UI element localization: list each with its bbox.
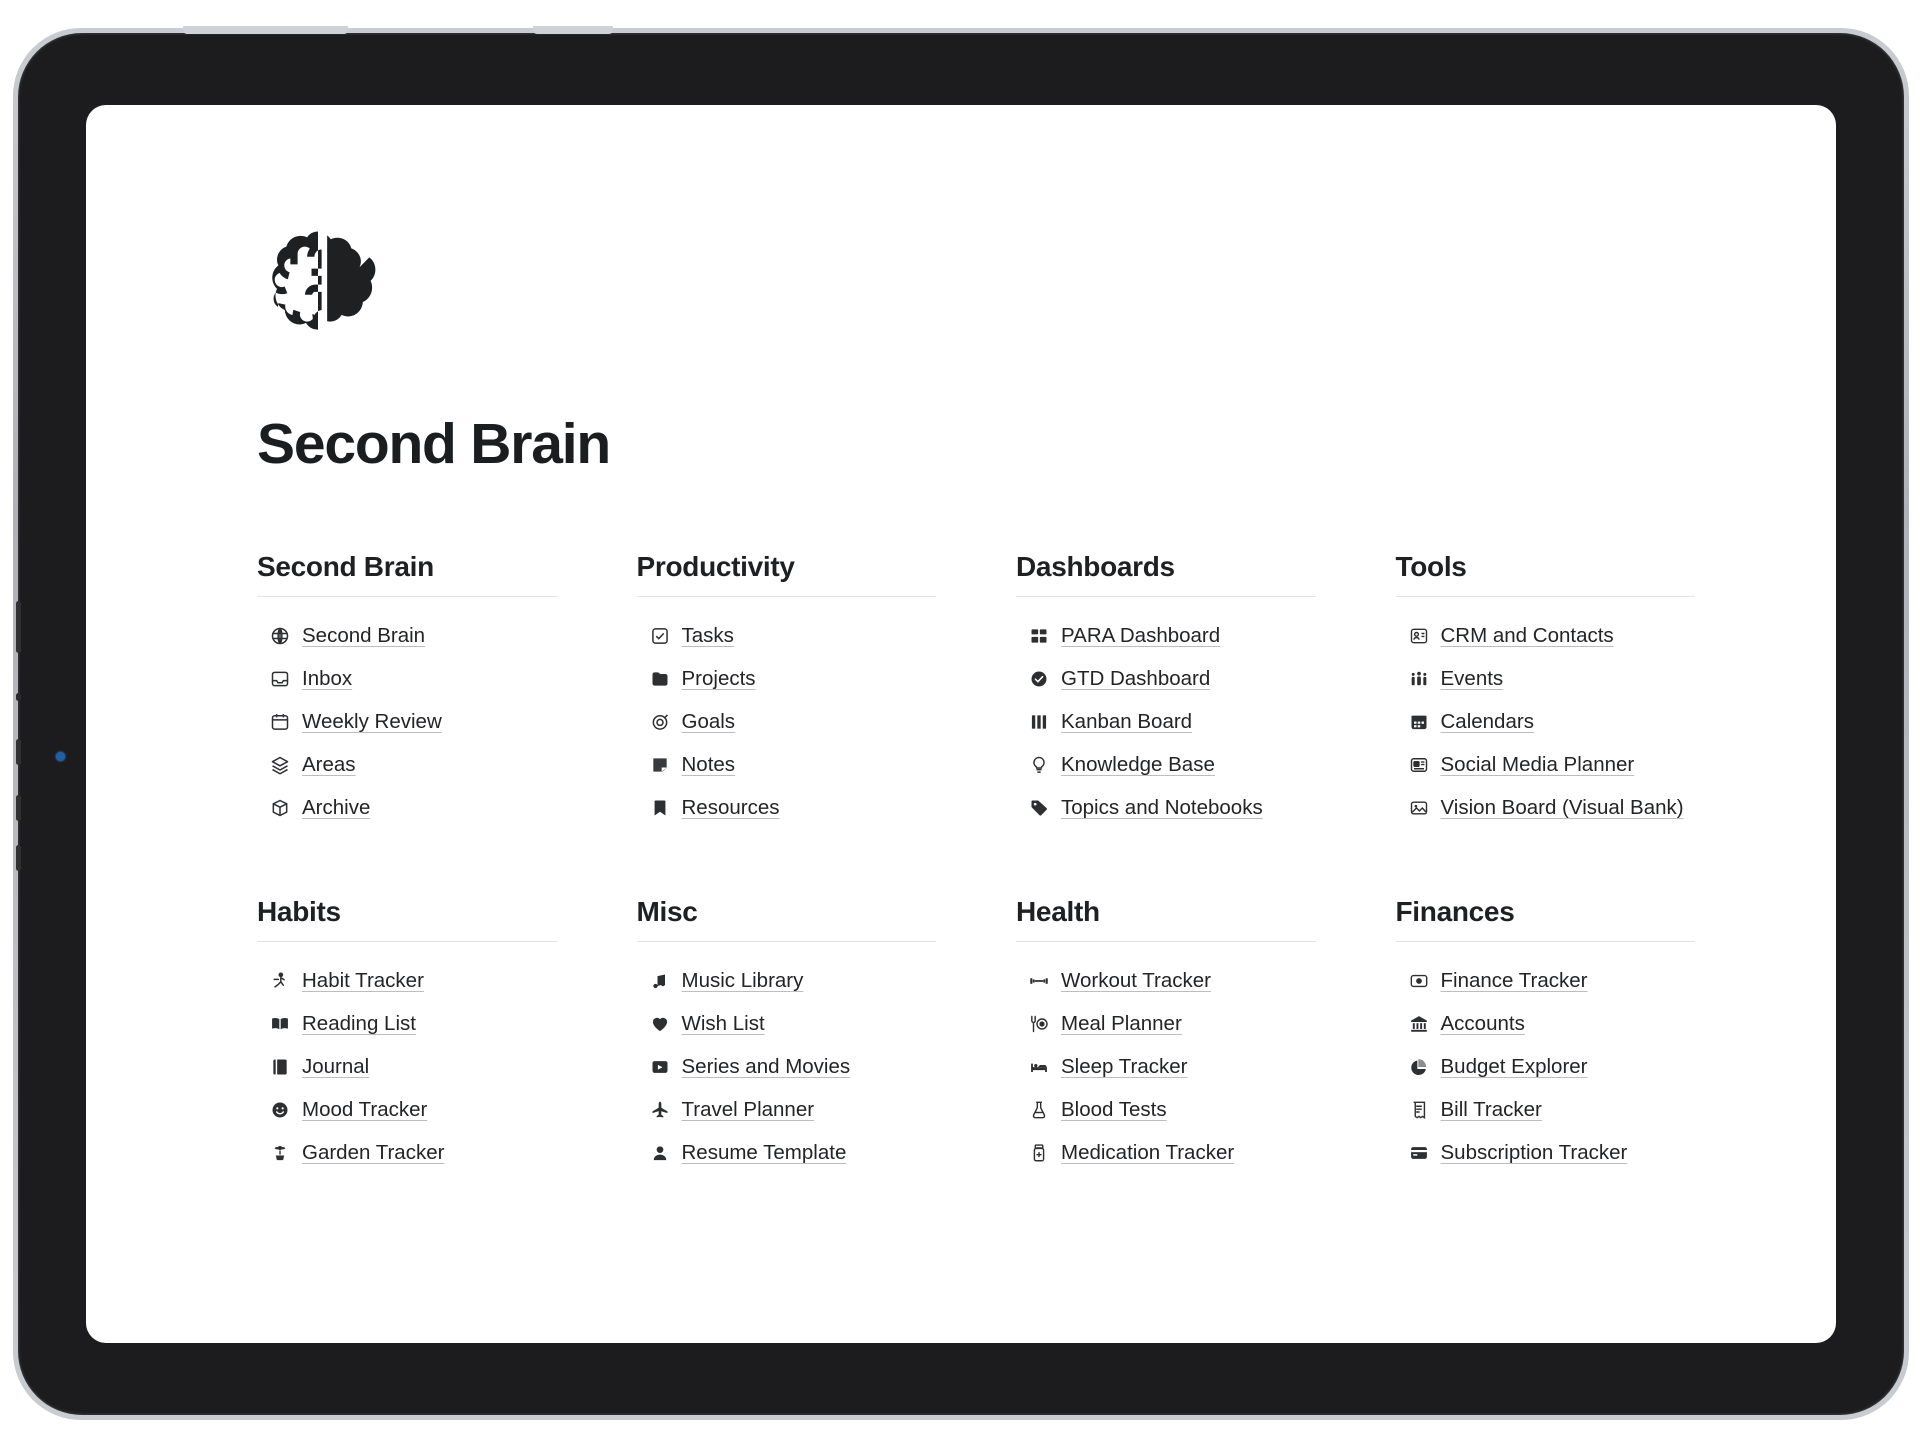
group-title: Health bbox=[1016, 896, 1316, 942]
bookmark-icon bbox=[649, 797, 671, 819]
group-links bbox=[1396, 964, 1696, 1170]
group-links bbox=[1396, 619, 1696, 825]
list-item[interactable] bbox=[637, 748, 937, 782]
dumbbell-icon bbox=[1028, 970, 1050, 992]
pie-chart-icon bbox=[1408, 1056, 1430, 1078]
list-item-label[interactable]: Bill Tracker bbox=[1440, 1097, 1542, 1121]
bank-icon bbox=[1408, 1013, 1430, 1035]
side-button-upper[interactable] bbox=[16, 739, 21, 765]
list-item[interactable] bbox=[1016, 791, 1316, 825]
list-item[interactable] bbox=[1016, 964, 1316, 998]
music-note-icon bbox=[649, 970, 671, 992]
list-item-label[interactable]: PARA Dashboard bbox=[1061, 623, 1221, 647]
group-links bbox=[257, 964, 557, 1170]
group-title: Dashboards bbox=[1016, 551, 1316, 597]
receipt-icon bbox=[1408, 1099, 1430, 1121]
group-tools bbox=[1396, 551, 1696, 834]
side-button-lower[interactable] bbox=[16, 845, 21, 871]
activity-person-icon bbox=[269, 970, 291, 992]
group-health bbox=[1016, 896, 1316, 1179]
list-item-label[interactable]: Areas bbox=[302, 752, 356, 776]
group-links bbox=[257, 619, 557, 825]
list-item[interactable] bbox=[1396, 619, 1696, 653]
contact-card-icon bbox=[1408, 625, 1430, 647]
list-item-label[interactable]: Events bbox=[1440, 666, 1504, 690]
folder-icon bbox=[649, 668, 671, 690]
list-item[interactable] bbox=[1016, 619, 1316, 653]
check-circle-icon bbox=[1028, 668, 1050, 690]
list-item[interactable] bbox=[257, 619, 557, 653]
group-habits bbox=[257, 896, 557, 1179]
bed-icon bbox=[1028, 1056, 1050, 1078]
list-item-label[interactable]: Journal bbox=[302, 1054, 370, 1078]
list-item-label[interactable]: Mood Tracker bbox=[302, 1097, 428, 1121]
flask-icon bbox=[1028, 1099, 1050, 1121]
list-item-label[interactable]: Garden Tracker bbox=[302, 1140, 445, 1164]
target-icon bbox=[649, 711, 671, 733]
person-icon bbox=[649, 1142, 671, 1164]
list-item-label[interactable]: Projects bbox=[681, 666, 756, 690]
list-item[interactable] bbox=[1396, 748, 1696, 782]
list-item-label[interactable]: Knowledge Base bbox=[1061, 752, 1215, 776]
columns-icon bbox=[1028, 711, 1050, 733]
list-item[interactable] bbox=[1016, 748, 1316, 782]
group-dashboards bbox=[1016, 551, 1316, 834]
microphone-port bbox=[16, 693, 21, 701]
list-item-label[interactable]: Topics and Notebooks bbox=[1061, 795, 1263, 819]
plant-icon bbox=[269, 1142, 291, 1164]
list-item[interactable] bbox=[1016, 705, 1316, 739]
list-item-label[interactable]: Archive bbox=[302, 795, 371, 819]
group-finances bbox=[1396, 896, 1696, 1179]
volume-button[interactable] bbox=[16, 601, 21, 653]
list-item-label[interactable]: Calendars bbox=[1440, 709, 1534, 733]
list-item-label[interactable]: Tasks bbox=[681, 623, 734, 647]
group-productivity bbox=[637, 551, 937, 834]
credit-card-icon bbox=[1408, 1142, 1430, 1164]
group-title: Productivity bbox=[637, 551, 937, 597]
group-title: Misc bbox=[637, 896, 937, 942]
list-item-label[interactable]: Finance Tracker bbox=[1440, 968, 1588, 992]
list-item-label[interactable]: Travel Planner bbox=[681, 1097, 815, 1121]
list-item[interactable] bbox=[637, 1050, 937, 1084]
list-item[interactable] bbox=[257, 1007, 557, 1041]
list-item-label[interactable]: Kanban Board bbox=[1061, 709, 1193, 733]
list-item-label[interactable]: Reading List bbox=[302, 1011, 416, 1035]
list-item[interactable] bbox=[257, 964, 557, 998]
list-item-label[interactable]: Habit Tracker bbox=[302, 968, 424, 992]
group-links bbox=[637, 619, 937, 825]
list-item-label[interactable]: CRM and Contacts bbox=[1440, 623, 1614, 647]
list-item-label[interactable]: Subscription Tracker bbox=[1440, 1140, 1628, 1164]
list-item[interactable] bbox=[637, 1093, 937, 1127]
list-item[interactable] bbox=[257, 1050, 557, 1084]
list-item[interactable] bbox=[1396, 1050, 1696, 1084]
calendar-grid-icon bbox=[1408, 711, 1430, 733]
layers-icon bbox=[269, 754, 291, 776]
notion-page bbox=[86, 105, 1836, 1343]
list-item-label[interactable]: Music Library bbox=[681, 968, 804, 992]
list-item[interactable] bbox=[1396, 964, 1696, 998]
camera-lens-indicator bbox=[56, 752, 65, 761]
list-item-label[interactable]: Second Brain bbox=[302, 623, 426, 647]
list-item[interactable] bbox=[1396, 1136, 1696, 1170]
group-title: Second Brain bbox=[257, 551, 557, 597]
journal-icon bbox=[269, 1056, 291, 1078]
list-item-label[interactable]: Notes bbox=[681, 752, 736, 776]
list-item[interactable] bbox=[1396, 662, 1696, 696]
tablet-body bbox=[18, 33, 1904, 1415]
inbox-icon bbox=[269, 668, 291, 690]
list-item[interactable] bbox=[1016, 1007, 1316, 1041]
list-item[interactable] bbox=[637, 791, 937, 825]
note-icon bbox=[649, 754, 671, 776]
list-item-label[interactable]: Blood Tests bbox=[1061, 1097, 1167, 1121]
list-item[interactable] bbox=[1016, 662, 1316, 696]
list-item[interactable] bbox=[637, 619, 937, 653]
people-event-icon bbox=[1408, 668, 1430, 690]
list-item[interactable] bbox=[257, 791, 557, 825]
list-item[interactable] bbox=[637, 705, 937, 739]
list-item[interactable] bbox=[1016, 1050, 1316, 1084]
tablet-device-frame bbox=[13, 28, 1909, 1420]
list-item-label[interactable]: Accounts bbox=[1440, 1011, 1525, 1035]
list-item-label[interactable]: Medication Tracker bbox=[1061, 1140, 1235, 1164]
list-item-label[interactable]: Vision Board (Visual Bank) bbox=[1440, 795, 1684, 819]
brain-small-icon bbox=[269, 625, 291, 647]
money-card-icon bbox=[1408, 970, 1430, 992]
page-title: Second Brain bbox=[257, 412, 611, 476]
list-item-label[interactable]: Resume Template bbox=[681, 1140, 847, 1164]
media-post-icon bbox=[1408, 754, 1430, 776]
list-item[interactable] bbox=[257, 662, 557, 696]
group-misc bbox=[637, 896, 937, 1179]
smiley-icon bbox=[269, 1099, 291, 1121]
side-button-middle[interactable] bbox=[16, 795, 21, 821]
list-item-label[interactable]: Goals bbox=[681, 709, 736, 733]
list-item[interactable] bbox=[1396, 1007, 1696, 1041]
check-square-icon bbox=[649, 625, 671, 647]
group-title: Habits bbox=[257, 896, 557, 942]
list-item-label[interactable]: Meal Planner bbox=[1061, 1011, 1182, 1035]
list-item[interactable] bbox=[257, 1093, 557, 1127]
airplane-icon bbox=[649, 1099, 671, 1121]
brain-icon bbox=[257, 213, 379, 349]
list-item[interactable] bbox=[257, 1136, 557, 1170]
list-item[interactable] bbox=[1396, 1093, 1696, 1127]
list-item[interactable] bbox=[1396, 791, 1696, 825]
list-item[interactable] bbox=[257, 705, 557, 739]
tv-icon bbox=[649, 1056, 671, 1078]
list-item-label[interactable]: Sleep Tracker bbox=[1061, 1054, 1188, 1078]
tag-icon bbox=[1028, 797, 1050, 819]
list-item[interactable] bbox=[637, 1007, 937, 1041]
group-links bbox=[637, 964, 937, 1170]
list-item-label[interactable]: Series and Movies bbox=[681, 1054, 851, 1078]
group-links bbox=[1016, 619, 1316, 825]
list-item-label[interactable]: Weekly Review bbox=[302, 709, 442, 733]
list-item-label[interactable]: Social Media Planner bbox=[1440, 752, 1635, 776]
list-item[interactable] bbox=[1016, 1093, 1316, 1127]
dashboard-grid-icon bbox=[1028, 625, 1050, 647]
open-book-icon bbox=[269, 1013, 291, 1035]
list-item[interactable] bbox=[257, 748, 557, 782]
link-groups-grid bbox=[257, 551, 1695, 1179]
list-item-label[interactable]: Inbox bbox=[302, 666, 353, 690]
list-item-label[interactable]: Resources bbox=[681, 795, 780, 819]
device-top-antenna-band-2 bbox=[533, 26, 613, 34]
list-item[interactable] bbox=[637, 964, 937, 998]
archive-box-icon bbox=[269, 797, 291, 819]
group-links bbox=[1016, 964, 1316, 1170]
fork-plate-icon bbox=[1028, 1013, 1050, 1035]
list-item[interactable] bbox=[637, 1136, 937, 1170]
list-item-label[interactable]: Wish List bbox=[681, 1011, 765, 1035]
group-title: Tools bbox=[1396, 551, 1696, 597]
group-title: Finances bbox=[1396, 896, 1696, 942]
image-icon bbox=[1408, 797, 1430, 819]
device-top-antenna-band bbox=[183, 26, 348, 34]
list-item[interactable] bbox=[637, 662, 937, 696]
pill-bottle-icon bbox=[1028, 1142, 1050, 1164]
heart-icon bbox=[649, 1013, 671, 1035]
list-item-label[interactable]: Budget Explorer bbox=[1440, 1054, 1588, 1078]
tablet-screen bbox=[86, 105, 1836, 1343]
list-item-label[interactable]: Workout Tracker bbox=[1061, 968, 1211, 992]
lightbulb-icon bbox=[1028, 754, 1050, 776]
list-item[interactable] bbox=[1396, 705, 1696, 739]
list-item[interactable] bbox=[1016, 1136, 1316, 1170]
group-second-brain bbox=[257, 551, 557, 834]
calendar-icon bbox=[269, 711, 291, 733]
list-item-label[interactable]: GTD Dashboard bbox=[1061, 666, 1211, 690]
